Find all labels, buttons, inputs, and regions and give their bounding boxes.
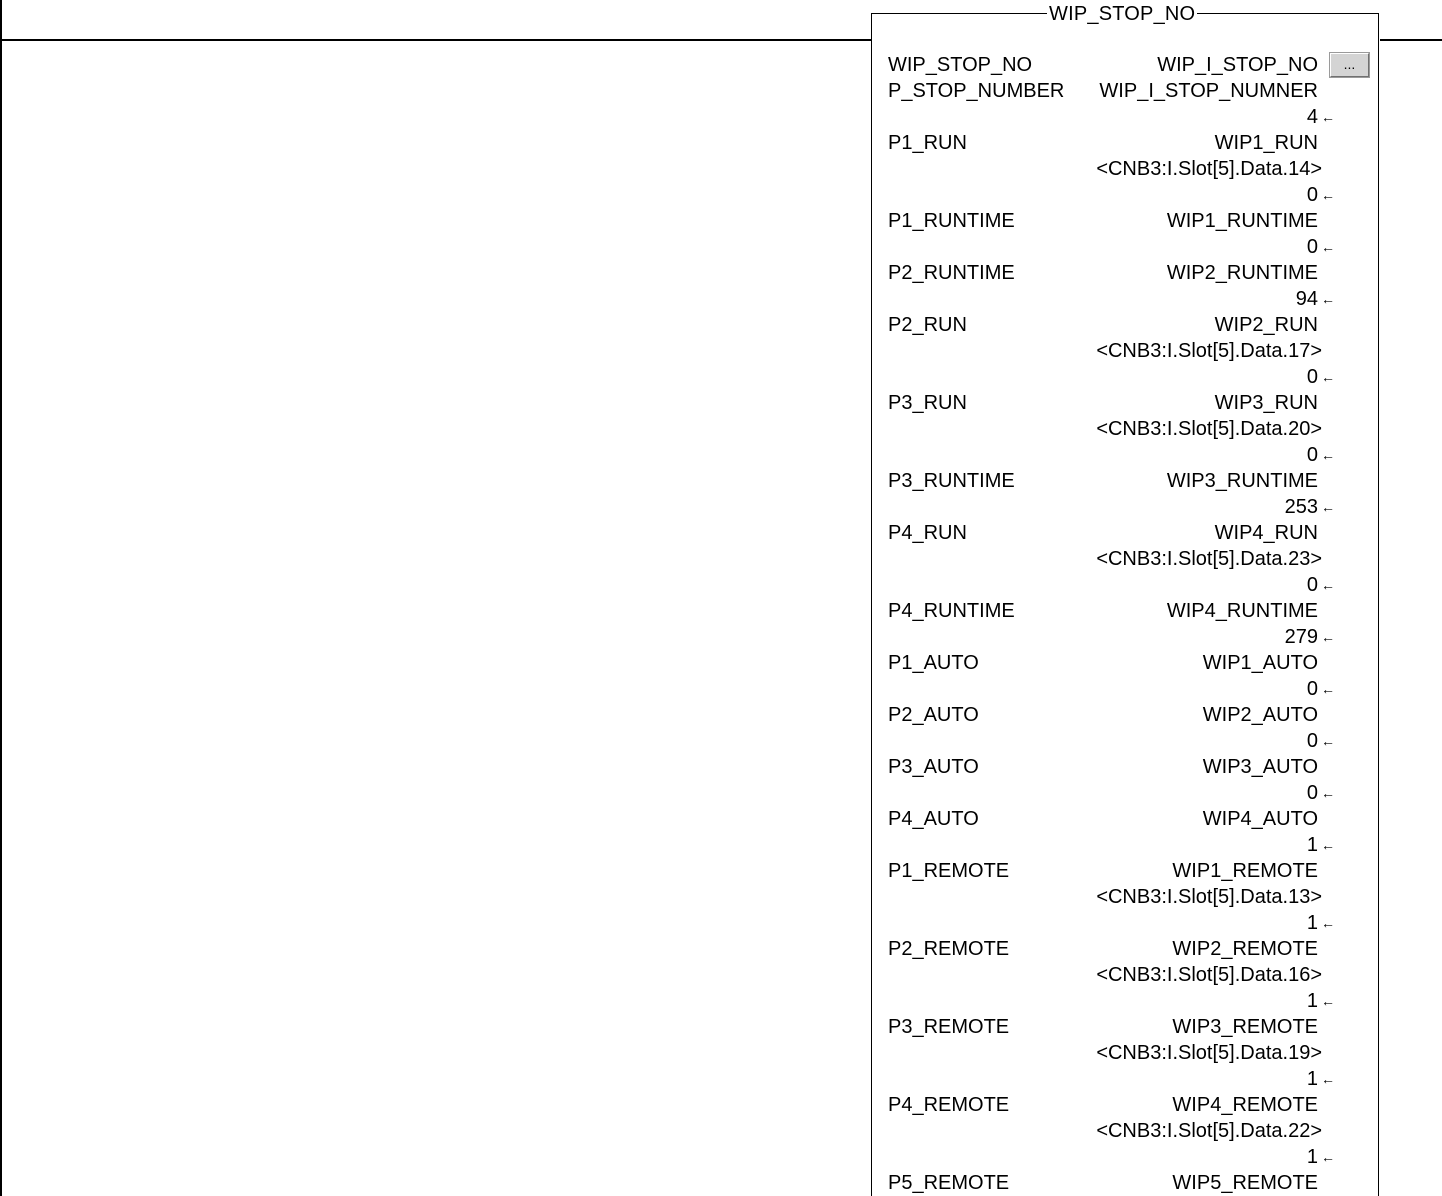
parameter-name: P4_RUNTIME bbox=[888, 600, 1015, 622]
parameter-row bbox=[871, 650, 1379, 676]
rung-wire-left bbox=[0, 39, 872, 41]
parameter-tag[interactable]: WIP4_REMOTE bbox=[1172, 1094, 1318, 1116]
parameter-value: 0 bbox=[1306, 366, 1318, 388]
parameter-row bbox=[871, 52, 1379, 78]
arrow-left-icon: ← bbox=[1321, 239, 1335, 255]
value-row bbox=[871, 1066, 1379, 1092]
value-row bbox=[871, 182, 1379, 208]
parameter-row bbox=[871, 312, 1379, 338]
parameter-row bbox=[871, 806, 1379, 832]
arrow-left-icon: ← bbox=[1321, 187, 1335, 203]
value-row bbox=[871, 286, 1379, 312]
function-block-title: WIP_STOP_NO bbox=[1049, 3, 1196, 25]
alias-row bbox=[871, 1118, 1379, 1144]
parameter-name: P2_REMOTE bbox=[888, 938, 1010, 960]
alias-address: <CNB3:I.Slot[5].Data.19> bbox=[1096, 1042, 1322, 1064]
parameter-value: 94 bbox=[1295, 288, 1318, 310]
parameter-tag[interactable]: WIP1_RUNTIME bbox=[1166, 210, 1318, 232]
alias-row bbox=[871, 338, 1379, 364]
parameter-name: P4_AUTO bbox=[888, 808, 979, 830]
parameter-row bbox=[871, 390, 1379, 416]
alias-row bbox=[871, 546, 1379, 572]
alias-address: <CNB3:I.Slot[5].Data.22> bbox=[1096, 1120, 1322, 1142]
parameter-name: WIP_STOP_NO bbox=[888, 54, 1033, 76]
parameter-tag[interactable]: WIP2_RUNTIME bbox=[1166, 262, 1318, 284]
arrow-left-icon: ← bbox=[1321, 499, 1335, 515]
parameter-tag[interactable]: WIP_I_STOP_NO bbox=[1157, 54, 1318, 76]
parameter-value: 1 bbox=[1306, 912, 1318, 934]
alias-address: <CNB3:I.Slot[5].Data.16> bbox=[1096, 964, 1322, 986]
alias-address: <CNB3:I.Slot[5].Data.14> bbox=[1096, 158, 1322, 180]
value-row bbox=[871, 442, 1379, 468]
parameter-row bbox=[871, 260, 1379, 286]
alias-row bbox=[871, 962, 1379, 988]
parameter-tag[interactable]: WIP2_AUTO bbox=[1202, 704, 1318, 726]
value-row bbox=[871, 494, 1379, 520]
arrow-left-icon: ← bbox=[1321, 681, 1335, 697]
parameter-tag[interactable]: WIP4_RUNTIME bbox=[1166, 600, 1318, 622]
alias-row bbox=[871, 884, 1379, 910]
parameter-tag[interactable]: WIP1_AUTO bbox=[1202, 652, 1318, 674]
parameter-name: P2_RUN bbox=[888, 314, 967, 336]
parameter-row bbox=[871, 78, 1379, 104]
parameter-tag[interactable]: WIP4_RUN bbox=[1214, 522, 1318, 544]
value-row bbox=[871, 780, 1379, 806]
left-power-rail bbox=[0, 0, 2, 1196]
parameter-name: P1_REMOTE bbox=[888, 860, 1010, 882]
parameter-tag[interactable]: WIP1_RUN bbox=[1214, 132, 1318, 154]
arrow-left-icon: ← bbox=[1321, 993, 1335, 1009]
parameter-value: 1 bbox=[1306, 1068, 1318, 1090]
alias-address: <CNB3:I.Slot[5].Data.13> bbox=[1096, 886, 1322, 908]
parameter-name: P3_RUN bbox=[888, 392, 967, 414]
parameter-tag[interactable]: WIP3_AUTO bbox=[1202, 756, 1318, 778]
parameter-list bbox=[871, 52, 1379, 1196]
parameter-name: P4_REMOTE bbox=[888, 1094, 1010, 1116]
parameter-row bbox=[871, 936, 1379, 962]
parameter-name: P1_RUNTIME bbox=[888, 210, 1015, 232]
parameter-row bbox=[871, 130, 1379, 156]
parameter-name: P3_AUTO bbox=[888, 756, 979, 778]
parameter-tag[interactable]: WIP3_REMOTE bbox=[1172, 1016, 1318, 1038]
value-row bbox=[871, 624, 1379, 650]
value-row bbox=[871, 832, 1379, 858]
parameter-value: 279 bbox=[1284, 626, 1318, 648]
alias-address: <CNB3:I.Slot[5].Data.17> bbox=[1096, 340, 1322, 362]
value-row bbox=[871, 676, 1379, 702]
value-row bbox=[871, 988, 1379, 1014]
parameter-value: 0 bbox=[1306, 444, 1318, 466]
parameter-row bbox=[871, 520, 1379, 546]
parameter-value: 0 bbox=[1306, 782, 1318, 804]
parameter-name: P3_REMOTE bbox=[888, 1016, 1010, 1038]
arrow-left-icon: ← bbox=[1321, 447, 1335, 463]
parameter-value: 1 bbox=[1306, 1146, 1318, 1168]
parameter-row bbox=[871, 208, 1379, 234]
parameter-value: 0 bbox=[1306, 574, 1318, 596]
alias-address: <CNB3:I.Slot[5].Data.23> bbox=[1096, 548, 1322, 570]
parameter-row bbox=[871, 598, 1379, 624]
arrow-left-icon: ← bbox=[1321, 109, 1335, 125]
parameter-value: 1 bbox=[1306, 834, 1318, 856]
parameter-value: 4 bbox=[1306, 106, 1318, 128]
arrow-left-icon: ← bbox=[1321, 369, 1335, 385]
arrow-left-icon: ← bbox=[1321, 1071, 1335, 1087]
arrow-left-icon: ← bbox=[1321, 577, 1335, 593]
value-row bbox=[871, 910, 1379, 936]
parameter-value: 1 bbox=[1306, 990, 1318, 1012]
parameter-tag[interactable]: WIP1_REMOTE bbox=[1172, 860, 1318, 882]
arrow-left-icon: ← bbox=[1321, 785, 1335, 801]
parameter-value: 0 bbox=[1306, 184, 1318, 206]
value-row bbox=[871, 364, 1379, 390]
parameter-row bbox=[871, 1092, 1379, 1118]
parameter-row bbox=[871, 1014, 1379, 1040]
arrow-left-icon: ← bbox=[1321, 837, 1335, 853]
parameter-name: P3_RUNTIME bbox=[888, 470, 1015, 492]
alias-row bbox=[871, 416, 1379, 442]
arrow-left-icon: ← bbox=[1321, 915, 1335, 931]
arrow-left-icon: ← bbox=[1321, 291, 1335, 307]
parameter-value: 253 bbox=[1284, 496, 1318, 518]
parameter-name: P1_RUN bbox=[888, 132, 967, 154]
parameter-tag[interactable]: WIP_I_STOP_NUMNER bbox=[1099, 80, 1318, 102]
parameter-name: P5_REMOTE bbox=[888, 1172, 1010, 1194]
parameter-value: 0 bbox=[1306, 730, 1318, 752]
arrow-left-icon: ← bbox=[1321, 629, 1335, 645]
parameter-name: P4_RUN bbox=[888, 522, 967, 544]
rung-wire-right bbox=[1380, 39, 1442, 41]
arrow-left-icon: ← bbox=[1321, 1149, 1335, 1165]
parameter-tag[interactable]: WIP3_RUNTIME bbox=[1166, 470, 1318, 492]
value-row bbox=[871, 572, 1379, 598]
parameter-tag[interactable]: WIP3_RUN bbox=[1214, 392, 1318, 414]
arrow-left-icon: ← bbox=[1321, 733, 1335, 749]
alias-row bbox=[871, 1040, 1379, 1066]
parameter-name: P2_AUTO bbox=[888, 704, 979, 726]
parameter-name: P_STOP_NUMBER bbox=[888, 80, 1065, 102]
alias-address: <CNB3:I.Slot[5].Data.20> bbox=[1096, 418, 1322, 440]
parameter-tag[interactable]: WIP4_AUTO bbox=[1202, 808, 1318, 830]
parameter-tag[interactable]: WIP2_RUN bbox=[1214, 314, 1318, 336]
value-row bbox=[871, 1144, 1379, 1170]
parameter-value: 0 bbox=[1306, 678, 1318, 700]
parameter-value: 0 bbox=[1306, 236, 1318, 258]
parameter-row bbox=[871, 702, 1379, 728]
parameter-name: P2_RUNTIME bbox=[888, 262, 1015, 284]
parameter-row bbox=[871, 754, 1379, 780]
parameter-tag[interactable]: WIP2_REMOTE bbox=[1172, 938, 1318, 960]
value-row bbox=[871, 234, 1379, 260]
parameter-row bbox=[871, 858, 1379, 884]
alias-row bbox=[871, 156, 1379, 182]
parameter-row bbox=[871, 468, 1379, 494]
value-row bbox=[871, 728, 1379, 754]
parameter-name: P1_AUTO bbox=[888, 652, 979, 674]
parameter-tag[interactable]: WIP5_REMOTE bbox=[1172, 1172, 1318, 1194]
parameter-row bbox=[871, 1170, 1379, 1196]
browse-button[interactable]: ... bbox=[1330, 53, 1369, 77]
value-row bbox=[871, 104, 1379, 130]
